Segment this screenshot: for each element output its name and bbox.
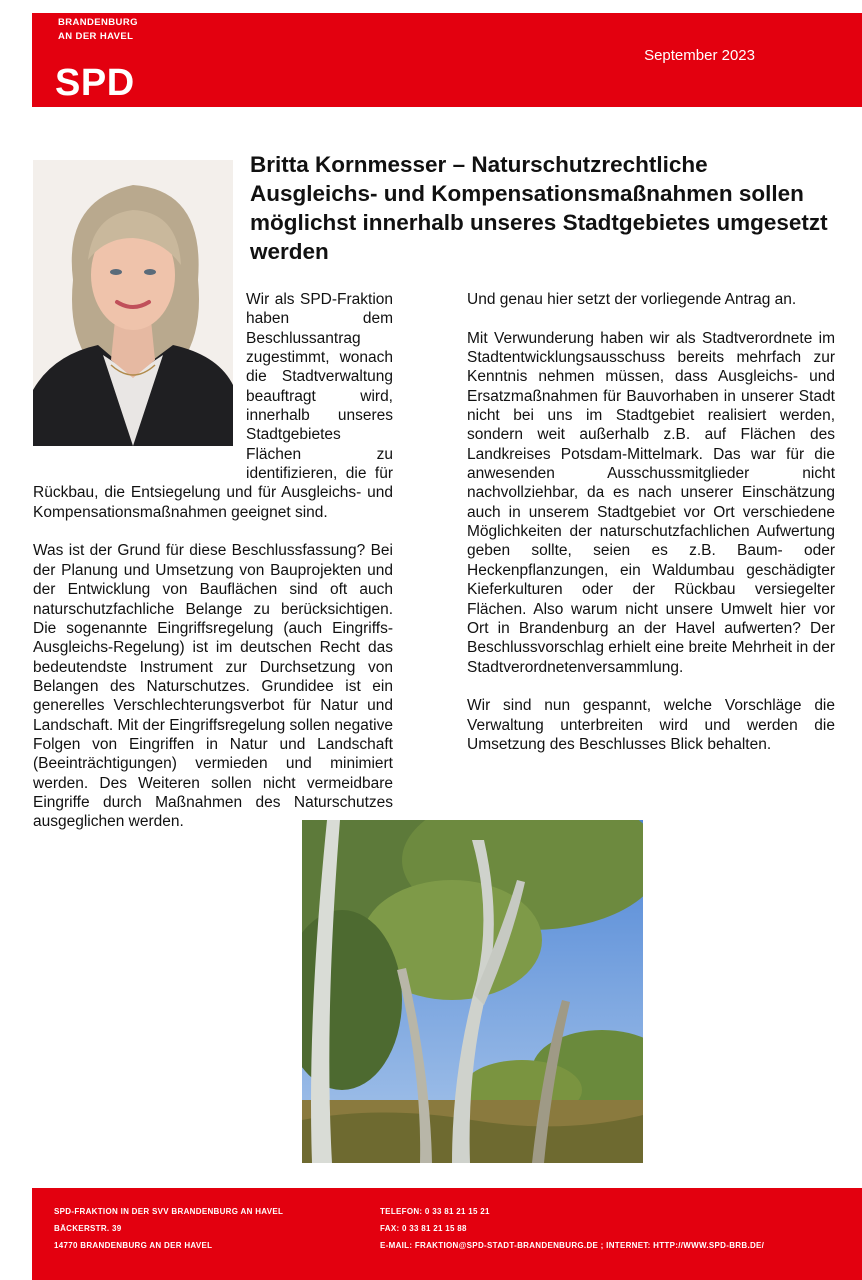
paragraph: Mit Verwunderung haben wir als Stadtverordnete im Stadtentwicklungsausschuss bereits mehrfach zur Kenntnis nehmen müssen, dass Ausgleichs- und Ersatzmaßnahmen für Bauvorhaben in unserer Stadt nicht bei uns im Stadtgebiet realisiert werden, sondern weit außerhalb z.B. auf Flächen des Landkreises Potsdam-Mittelmark. Das war für die anwesenden Ausschussmitglieder nicht nachvollziehbar, da es nach unserer Einschätzung auch in unserem Stadtgebiet vor Ort verschiedene Möglichkeiten der naturschutzfachlichen Aufwertung geben sollte, seien es z.B. Baum- oder Heckenpflanzungen, ein Waldumbau geschädigter Kieferkulturen oder der Rückbau versiegelter Flächen. Also warum nicht unsere Umwelt hier vor Ort in Brandenburg an der Havel aufwerten? Der Beschlussvorschlag erhielt eine breite Mehrheit in der Stadtverordnetenversammlung. (467, 329, 835, 676)
footer-address (54, 1203, 283, 1254)
nature-photo (302, 820, 643, 1163)
header-bar (32, 13, 862, 107)
logo-spd-text: SPD (55, 62, 135, 104)
logo-city-line1: BRANDENBURG (58, 17, 138, 28)
footer-contact (380, 1203, 764, 1254)
text-column-right (467, 290, 835, 754)
footer-organization: SPD-FRAKTION IN DER SVV BRANDENBURG AN HAVEL (54, 1207, 284, 1216)
photo-spacer (33, 290, 246, 472)
text-column-left (33, 290, 393, 832)
paragraph: Wir als SPD-Fraktion haben dem Beschlussantrag zugestimmt, wonach die Stadtverwaltung beauftragt wird, innerhalb unseres Stadtgebietes Flächen zu identifizieren, die für Rückbau, die Entsiegelung und für Ausgleichs- und Kompensationsmaßnahmen geeignet sind. (33, 291, 393, 521)
spd-logo (42, 13, 192, 107)
paragraph: Was ist der Grund für diese Beschlussfassung? Bei der Planung und Umsetzung von Bauprojekten und der Entwicklung von Bauflächen sind oft auch naturschutzfachliche Belange zu berücksichtigen. Die sogenannte Eingriffsregelung (auch Eingriffs-Ausgleichs-Regelung) ist im deutschen Recht das bedeutendste Instrument zur Durchsetzung von Belangen des Naturschutzes. Grundidee ist ein generelles Verschlechterungsverbot für Natur und Landschaft. Mit der Eingriffsregelung sollen negative Folgen von Eingriffen in Natur und Landschaft (Beeinträchtigungen) vermieden und minimiert werden. Des Weiteren sollen nicht vermeidbare Eingriffe durch Maßnahmen des Naturschutzes ausgeglichen werden. (33, 542, 393, 831)
article-title: Britta Kornmesser – Naturschutzrechtliche Ausgleichs- und Kompensationsmaßnahmen sollen möglichst innerhalb unseres Stadtgebietes umgesetzt werden (250, 152, 828, 264)
paragraph: Und genau hier setzt der vorliegende Antrag an. (467, 291, 797, 308)
footer-phone: TELEFON: 0 33 81 21 15 21 (380, 1207, 490, 1216)
issue-date: September 2023 (644, 47, 755, 64)
footer-email-web[interactable]: E-MAIL: FRAKTION@SPD-STADT-BRANDENBURG.DE ; INTERNET: HTTP://WWW.SPD-BRB.DE/ (380, 1241, 765, 1250)
footer-fax: FAX: 0 33 81 21 15 88 (380, 1224, 467, 1233)
logo-city-line2: AN DER HAVEL (58, 31, 134, 42)
footer-street: BÄCKERSTR. 39 (54, 1224, 122, 1233)
footer-bar (32, 1188, 862, 1280)
paragraph: Wir sind nun gespannt, welche Vorschläge die Verwaltung unterbreiten wird und werden die Umsetzung des Beschlusses Blick behalten. (467, 697, 835, 753)
footer-city: 14770 BRANDENBURG AN DER HAVEL (54, 1241, 213, 1250)
